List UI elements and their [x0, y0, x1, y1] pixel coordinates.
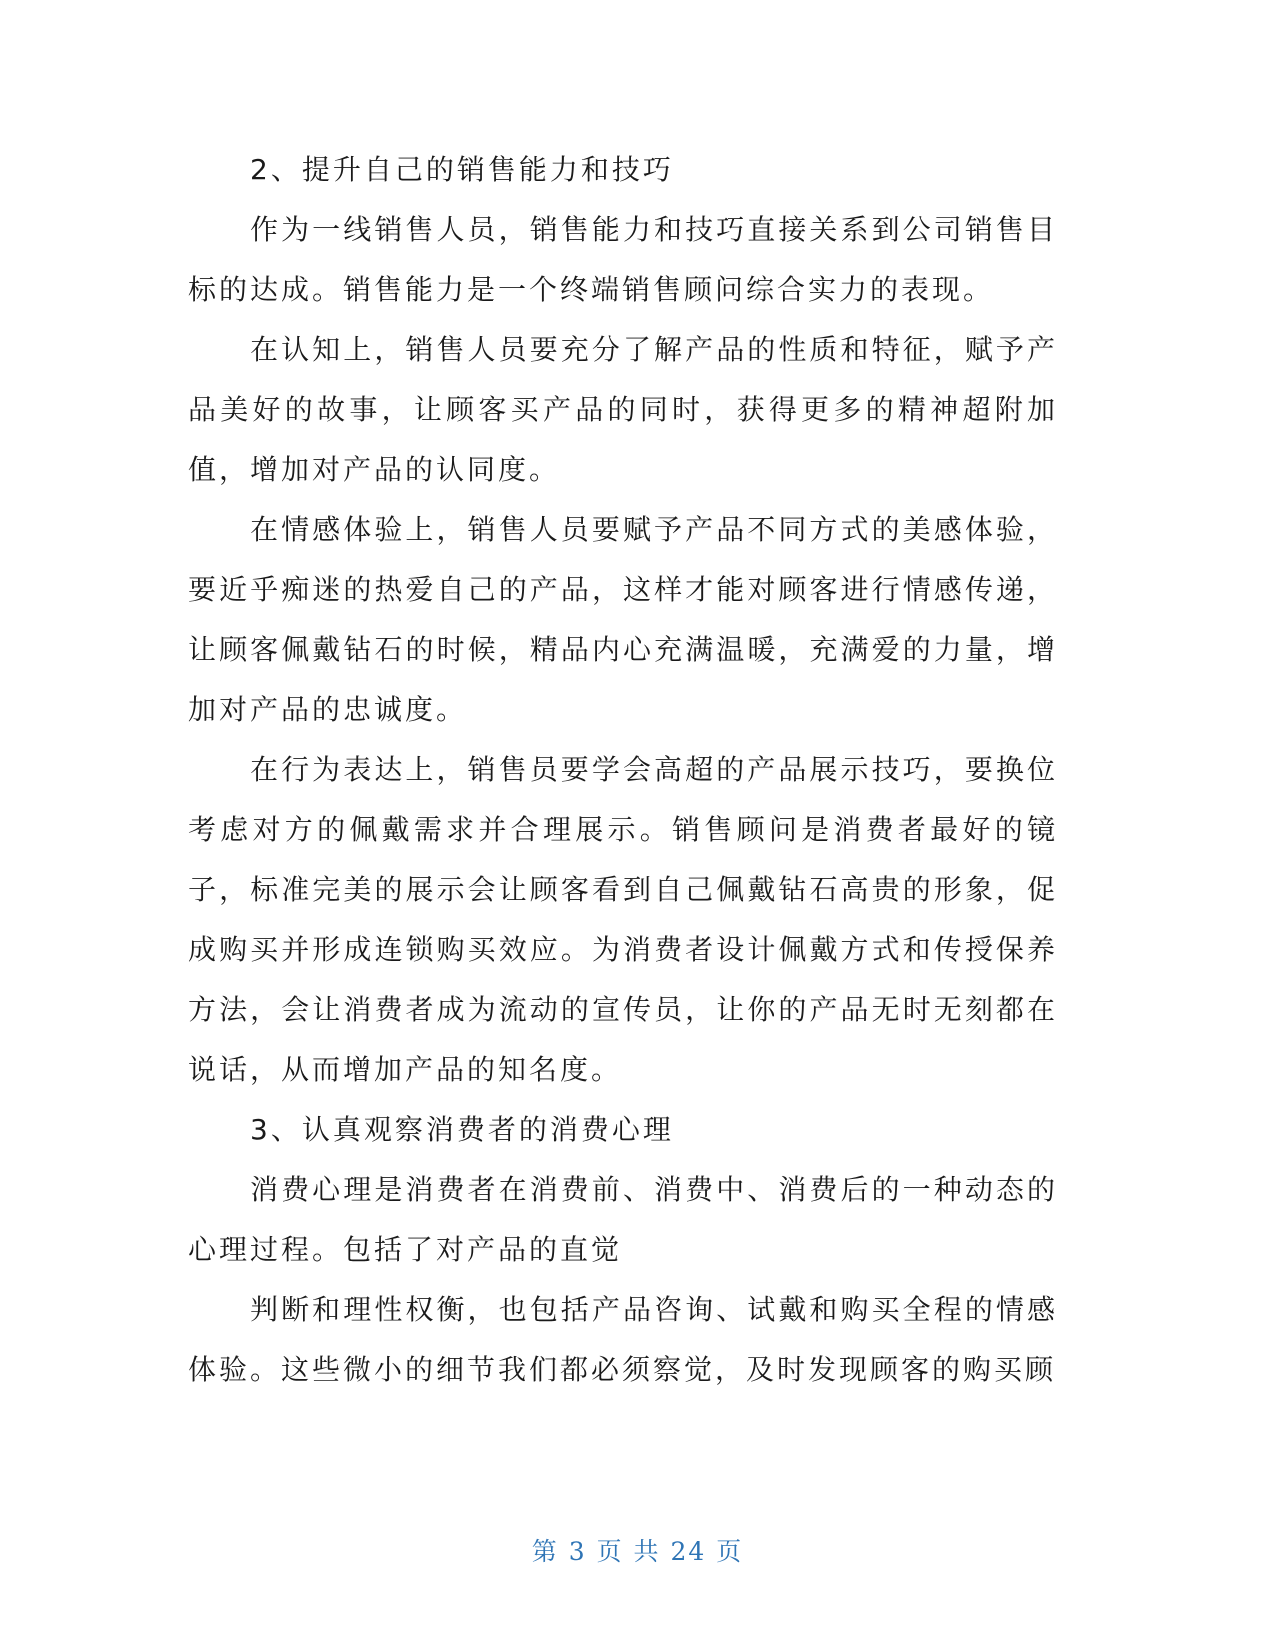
paragraph-judgment: 判断和理性权衡，也包括产品咨询、试戴和购买全程的情感体验。这些微小的细节我们都必须察觉，及时发现顾客的购买顾 — [188, 1293, 1058, 1386]
paragraph-cognition: 在认知上，销售人员要充分了解产品的性质和特征，赋予产品美好的故事，让顾客买产品的同时，获得更多的精神超附加值，增加对产品的认同度。 — [188, 333, 1058, 486]
section-heading-3: 3、认真观察消费者的消费心理 — [250, 1113, 674, 1146]
paragraph-sales-ability: 作为一线销售人员，销售能力和技巧直接关系到公司销售目标的达成。销售能力是一个终端销售顾问综合实力的表现。 — [188, 213, 1058, 306]
section-heading-2: 2、提升自己的销售能力和技巧 — [250, 153, 674, 186]
paragraph-consumer-psychology: 消费心理是消费者在消费前、消费中、消费后的一种动态的心理过程。包括了对产品的直觉 — [188, 1173, 1058, 1266]
document-body — [188, 140, 1058, 1400]
page-number-footer: 第 3 页 共 24 页 — [531, 1537, 744, 1566]
paragraph-behavior-expression: 在行为表达上，销售员要学会高超的产品展示技巧，要换位考虑对方的佩戴需求并合理展示。销售顾问是消费者最好的镜子，标准完美的展示会让顾客看到自己佩戴钻石高贵的形象，促成购买并形成连锁购买效应。为消费者设计佩戴方式和传授保养方法，会让消费者成为流动的宣传员，让你的产品无时无刻都在说话，从而增加产品的知名度。 — [188, 753, 1058, 1086]
paragraph-emotional-experience: 在情感体验上，销售人员要赋予产品不同方式的美感体验，要近乎痴迷的热爱自己的产品，这样才能对顾客进行情感传递，让顾客佩戴钻石的时候，精品内心充满温暖，充满爱的力量，增加对产品的忠诚度。 — [188, 513, 1058, 726]
